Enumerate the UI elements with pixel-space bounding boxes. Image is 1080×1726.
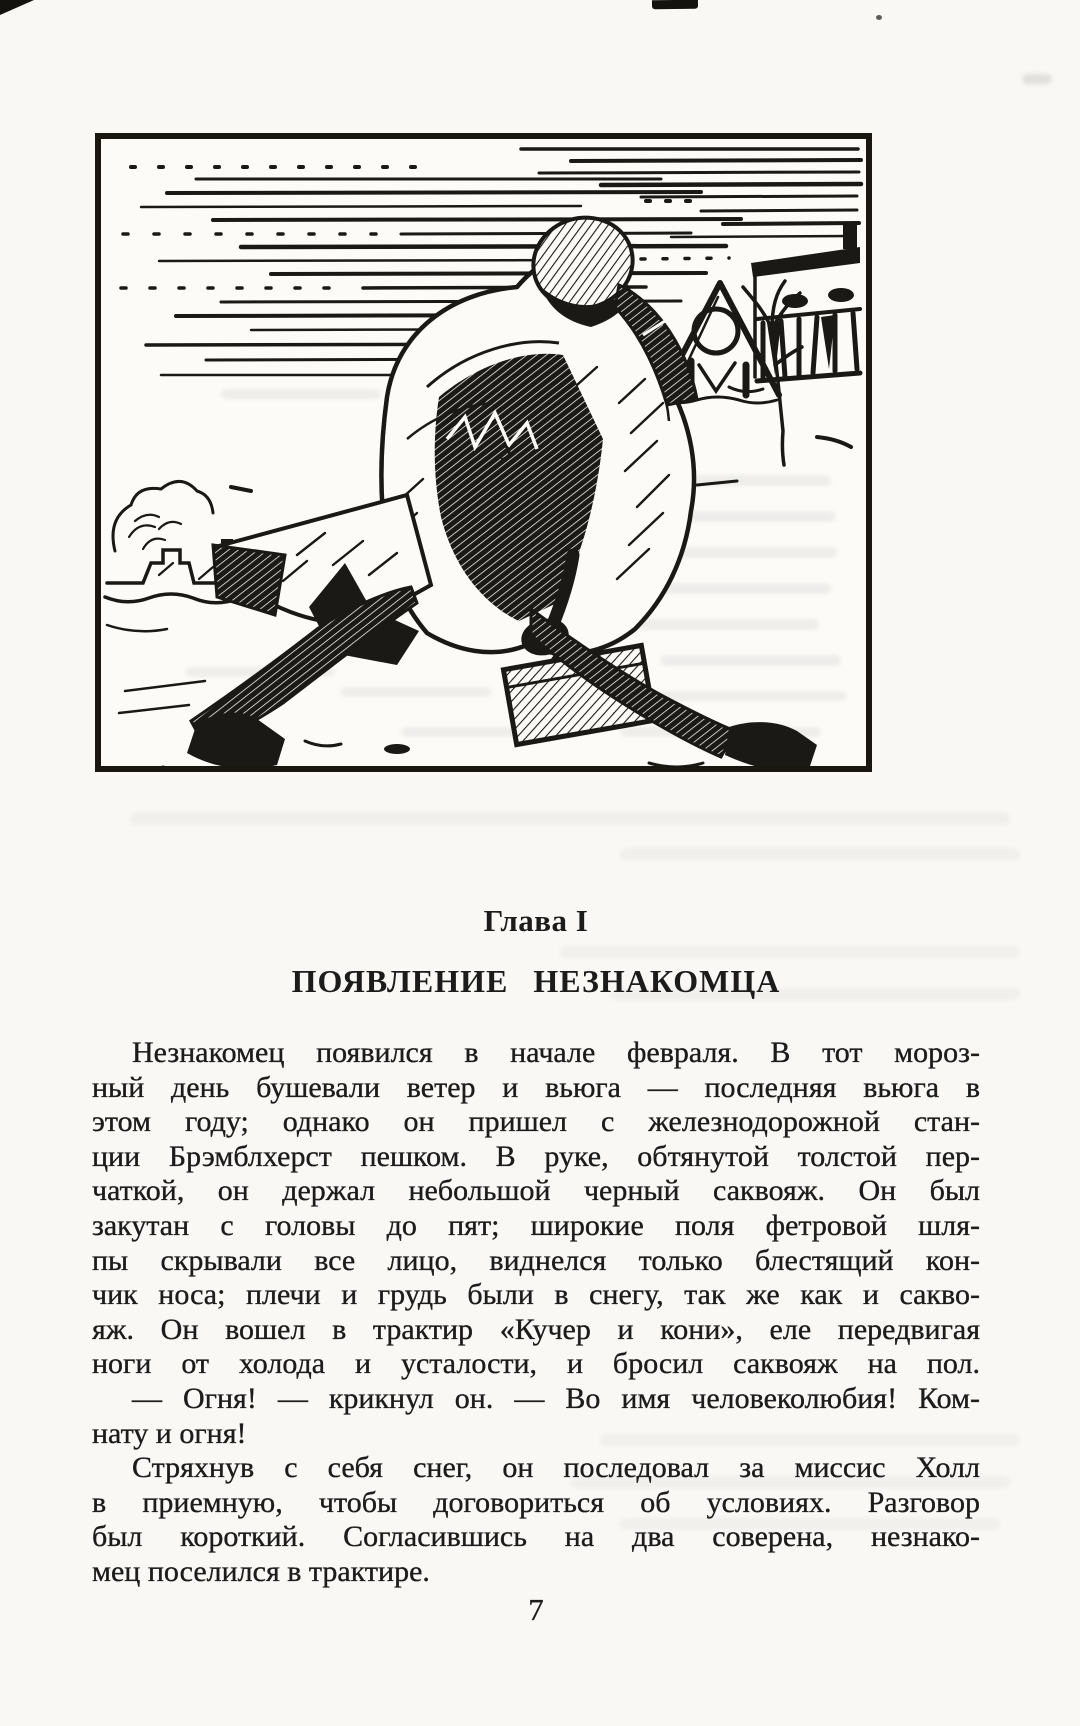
page-number: 7 — [528, 1592, 544, 1627]
scan-artifact-speck — [876, 15, 882, 20]
illustration-drawing — [101, 139, 866, 766]
print-bleed — [130, 812, 1010, 825]
scan-artifact-dash — [652, 0, 698, 9]
body-line: нату и огня! — [92, 1416, 247, 1450]
body-line: закутан с головы до пят; широкие поля фетровой шля- — [92, 1208, 980, 1242]
glove-left — [213, 545, 285, 615]
body-line: пы скрывали все лицо, виднелся только блестящий кон- — [92, 1243, 980, 1277]
body-line: был короткий. Согласившись на два соверена, незнако- — [92, 1520, 980, 1554]
body-line: чик носа; плечи и грудь были в снегу, так же как и сакво- — [92, 1278, 980, 1312]
body-line: этом году; однако он пришел с железнодорожной стан- — [92, 1105, 980, 1139]
boot-back — [187, 713, 285, 766]
body-line: мец поселился в трактире. — [92, 1554, 430, 1588]
body-line: яж. Он вошел в трактир «Кучер и кони», еле передвигая — [92, 1312, 980, 1346]
chapter-illustration — [95, 133, 872, 772]
body-line: в приемную, чтобы договориться об условиях. Разговор — [92, 1485, 980, 1519]
body-line: ный день бушевали ветер и вьюга — последняя вьюга в — [92, 1070, 980, 1104]
scan-artifact-corner — [0, 0, 34, 15]
body-line: ции Брэмблхерст пешком. В руке, обтянутой толстой пер- — [92, 1139, 980, 1173]
body-line: чаткой, он держал небольшой черный саквояж. Он был — [92, 1174, 980, 1208]
print-bleed — [560, 946, 1020, 958]
print-bleed — [620, 848, 1020, 860]
body-line: — Огня! — крикнул он. — Во имя человеколюбия! Ком- — [132, 1381, 980, 1415]
chapter-kicker: Глава I — [483, 903, 589, 938]
chapter-title: ПОЯВЛЕНИЕ НЕЗНАКОМЦА — [291, 963, 781, 999]
scan-artifact-smudge — [1022, 74, 1052, 84]
body-line: Стряхнув с себя снег, он последовал за миссис Холл — [132, 1451, 980, 1485]
body-text — [92, 1036, 980, 1590]
body-line: Незнакомец появился в начале февраля. В тот мороз- — [132, 1036, 980, 1069]
body-line: ноги от холода и усталости, и бросил саквояж на пол. — [92, 1347, 980, 1381]
